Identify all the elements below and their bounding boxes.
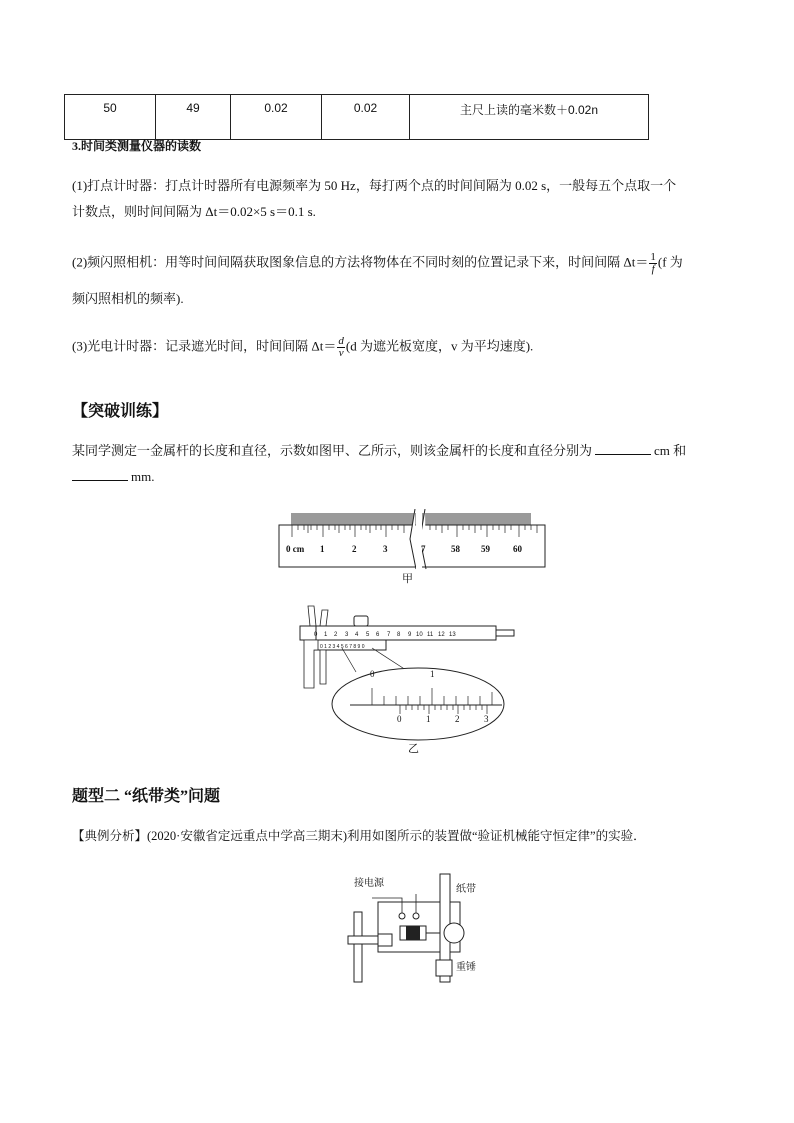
text: (f 为 [657, 254, 683, 270]
paragraph: 频闪照相机的频率). [72, 291, 184, 306]
scale-label: 13 [449, 632, 456, 638]
scale-label: 3 [345, 632, 349, 638]
zoom-ellipse [332, 668, 504, 740]
text: (3)光电计时器：记录遮光时间，时间间隔 Δt＝ [72, 338, 337, 354]
scale-label: 8 [397, 632, 401, 638]
lock-screw [354, 616, 368, 626]
ruler-label: 58 [451, 544, 460, 554]
text: 某同学测定一金属杆的长度和直径，示数如图甲、乙所示，则该金属杆的长度和直径分别为 [72, 443, 593, 458]
paragraph: 计数点，则时间间隔为 Δt＝0.02×5 s＝0.1 s. [72, 204, 316, 219]
section-heading: 题型二 “纸带类”问题 [72, 788, 221, 805]
caliper-figure [296, 604, 528, 742]
weight [436, 960, 452, 976]
text: (d 为遮光板宽度，v 为平均速度). [345, 338, 534, 354]
ruler-label: 7 [421, 544, 426, 554]
depth-rod [496, 630, 514, 636]
table-cell: 主尺上读的毫米数＋0.02n [410, 95, 649, 140]
zoom-label: 0 [397, 714, 402, 724]
table-cell: 0.02 [231, 95, 322, 140]
fraction [649, 252, 657, 275]
scale-label: 0 [314, 632, 318, 638]
fraction [337, 336, 345, 359]
label-weight: 重锤 [456, 962, 476, 973]
scale-label: 6 [376, 632, 380, 638]
answer-blank[interactable] [72, 480, 128, 481]
text: cm 和 [654, 443, 687, 458]
scale-label: 4 [355, 632, 359, 638]
scale-label: 7 [387, 632, 391, 638]
scale-label: 1 [324, 632, 328, 638]
break-gap [416, 509, 422, 571]
zoom-label: 1 [430, 669, 435, 679]
text: mm. [131, 469, 155, 484]
label-power: 接电源 [354, 878, 384, 889]
denominator: v [338, 347, 344, 359]
ruler-label: 2 [352, 544, 357, 554]
terminal [399, 913, 405, 919]
ruler-label: 3 [383, 544, 388, 554]
denominator: f [651, 263, 655, 275]
scale-label: 10 [416, 632, 423, 638]
paragraph [72, 252, 683, 275]
clamp-block [378, 934, 392, 946]
zoom-pointer [372, 648, 406, 670]
question-text [72, 467, 154, 487]
ruler-label: 60 [513, 544, 522, 554]
zoom-label: 1 [426, 714, 431, 724]
stand-clamp [348, 936, 378, 944]
table-cell: 0.02 [322, 95, 410, 140]
section-title: 3.时间类测量仪器的读数 [72, 139, 202, 153]
ruler-label: 0 cm [286, 544, 305, 554]
reading-table [64, 94, 649, 140]
numerator: 1 [650, 251, 656, 263]
pulley [444, 923, 464, 943]
vernier-label: 0 1 2 3 4 5 6 7 8 9 0 [320, 644, 365, 650]
answer-blank[interactable] [595, 454, 651, 455]
timer-core [406, 926, 420, 940]
figure-caption: 甲 [402, 573, 413, 585]
zoom-label: 3 [484, 714, 489, 724]
example-text: 【典例分析】(2020·安徽省定远重点中学高三期末)利用如图所示的装置做“验证机械能守恒定律”的实验． [72, 829, 646, 843]
question-text [72, 441, 686, 461]
section-heading: 【突破训练】 [72, 403, 169, 420]
table-cell: 50 [65, 95, 156, 140]
scale-label: 9 [408, 632, 412, 638]
caliper-inner-jaws [308, 606, 328, 626]
apparatus-figure [336, 872, 496, 984]
stand-pole [354, 912, 362, 982]
ruler-figure [278, 509, 548, 571]
zoom-label: 0 [370, 669, 375, 679]
scale-label: 5 [366, 632, 370, 638]
zoom-pointer [342, 648, 356, 672]
terminal [413, 913, 419, 919]
power-wire [372, 894, 416, 913]
label-tape: 纸带 [456, 884, 476, 895]
ruler-label: 1 [320, 544, 325, 554]
ruler-label: 59 [481, 544, 490, 554]
paragraph: (1)打点计时器：打点计时器所有电源频率为 50 Hz，每打两个点的时间间隔为 0.02 s，一般每五个点取一个 [72, 178, 677, 193]
table-cell: 49 [156, 95, 231, 140]
text: (2)频闪照相机：用等时间间隔获取图象信息的方法将物体在不同时刻的位置记录下来，时间间隔 Δt＝ [72, 254, 649, 270]
rod [291, 513, 531, 525]
scale-label: 11 [427, 632, 434, 638]
numerator: d [338, 335, 344, 347]
scale-label: 12 [438, 632, 445, 638]
paragraph [72, 336, 533, 359]
figure-caption: 乙 [408, 743, 419, 755]
scale-label: 2 [334, 632, 338, 638]
zoom-label: 2 [455, 714, 460, 724]
